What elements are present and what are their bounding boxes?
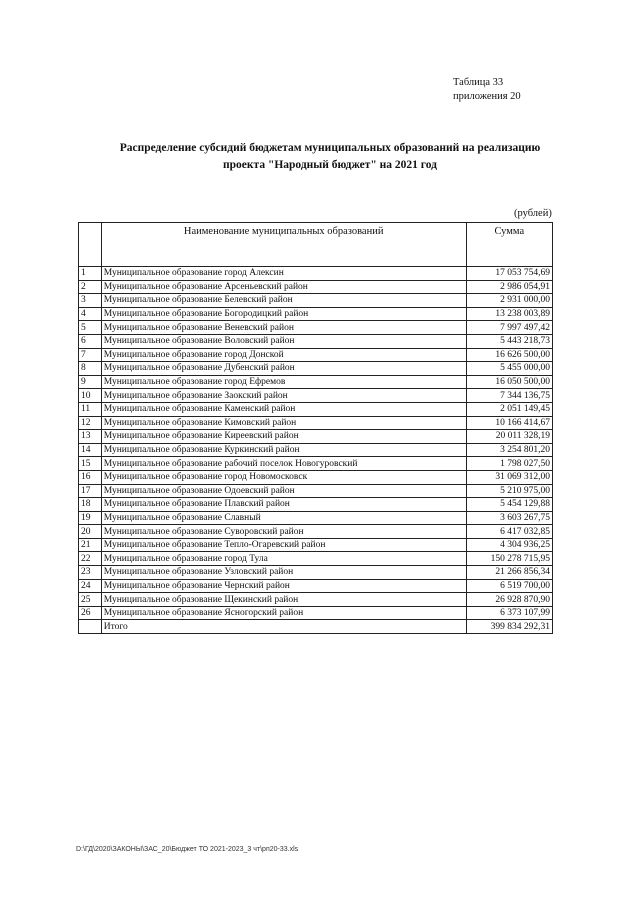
row-sum: 31 069 312,00: [466, 470, 552, 484]
row-number: 20: [79, 525, 102, 539]
table-body: [79, 267, 553, 634]
table-row: [79, 538, 553, 552]
row-sum: 26 928 870,90: [466, 593, 552, 607]
table-row: [79, 402, 553, 416]
document-title: [60, 140, 600, 174]
row-municipality-name: Муниципальное образование рабочий поселок Новогуровский: [101, 457, 466, 471]
row-number: 19: [79, 511, 102, 525]
row-municipality-name: Муниципальное образование Воловский район: [101, 334, 466, 348]
annex-reference: [453, 76, 521, 104]
row-number: 17: [79, 484, 102, 498]
row-municipality-name: Муниципальное образование Ясногорский район: [101, 606, 466, 620]
row-sum: 3 254 801,20: [466, 443, 552, 457]
table-row: [79, 280, 553, 294]
table-row: [79, 511, 553, 525]
table-row: [79, 443, 553, 457]
row-sum: 17 053 754,69: [466, 267, 552, 281]
row-sum: 10 166 414,67: [466, 416, 552, 430]
row-number: 21: [79, 538, 102, 552]
row-municipality-name: Муниципальное образование город Тула: [101, 552, 466, 566]
row-number: 12: [79, 416, 102, 430]
row-sum: 2 986 054,91: [466, 280, 552, 294]
row-municipality-name: Муниципальное образование Веневский район: [101, 321, 466, 335]
row-municipality-name: Муниципальное образование город Новомосковск: [101, 470, 466, 484]
row-number: 25: [79, 593, 102, 607]
table-row: [79, 484, 553, 498]
header-municipality-name: Наименование муниципальных образований: [101, 223, 466, 267]
row-sum: 5 210 975,00: [466, 484, 552, 498]
units-label: (рублей): [514, 208, 552, 219]
table-row: [79, 525, 553, 539]
row-number: 10: [79, 389, 102, 403]
table-row: [79, 430, 553, 444]
row-number: 7: [79, 348, 102, 362]
row-number: 2: [79, 280, 102, 294]
row-municipality-name: Муниципальное образование Тепло-Огаревский район: [101, 538, 466, 552]
row-sum: 2 931 000,00: [466, 294, 552, 308]
document-title-line-2: проекта "Народный бюджет" на 2021 год: [223, 159, 437, 171]
row-sum: 1 798 027,50: [466, 457, 552, 471]
table-row: [79, 362, 553, 376]
table-row: [79, 606, 553, 620]
row-municipality-name: Муниципальное образование Кимовский район: [101, 416, 466, 430]
table-row: [79, 321, 553, 335]
row-municipality-name: Муниципальное образование Щекинский район: [101, 593, 466, 607]
row-number: 26: [79, 606, 102, 620]
row-number: 3: [79, 294, 102, 308]
total-number: [79, 620, 102, 634]
table-row: [79, 552, 553, 566]
table-row: [79, 566, 553, 580]
table-row: [79, 470, 553, 484]
total-sum: 399 834 292,31: [466, 620, 552, 634]
row-sum: 7 997 497,42: [466, 321, 552, 335]
row-municipality-name: Муниципальное образование Одоевский район: [101, 484, 466, 498]
row-municipality-name: Муниципальное образование Арсеньевский район: [101, 280, 466, 294]
row-number: 13: [79, 430, 102, 444]
row-sum: 6 417 032,85: [466, 525, 552, 539]
row-number: 23: [79, 566, 102, 580]
row-municipality-name: Муниципальное образование Киреевский район: [101, 430, 466, 444]
row-number: 6: [79, 334, 102, 348]
row-number: 11: [79, 402, 102, 416]
header-number: [79, 223, 102, 267]
row-sum: 2 051 149,45: [466, 402, 552, 416]
table-row: [79, 294, 553, 308]
total-label: Итого: [101, 620, 466, 634]
subsidy-distribution-table: [78, 222, 553, 634]
header-sum: Сумма: [466, 223, 552, 267]
table-row: [79, 498, 553, 512]
file-path-footer: D:\ГД\2020\ЗАКОНЫ\ЗАС_20\Бюджет ТО 2021-2023_3 чт\рп20-33.xls: [76, 846, 299, 853]
table-row: [79, 307, 553, 321]
row-municipality-name: Муниципальное образование Узловский район: [101, 566, 466, 580]
row-municipality-name: Муниципальное образование Плавский район: [101, 498, 466, 512]
table-row: [79, 579, 553, 593]
row-number: 5: [79, 321, 102, 335]
row-municipality-name: Муниципальное образование Суворовский район: [101, 525, 466, 539]
row-number: 9: [79, 375, 102, 389]
row-sum: 6 373 107,99: [466, 606, 552, 620]
row-sum: 16 050 500,00: [466, 375, 552, 389]
row-sum: 20 011 328,19: [466, 430, 552, 444]
row-sum: 5 454 129,88: [466, 498, 552, 512]
table-row: [79, 348, 553, 362]
table-row: [79, 267, 553, 281]
table-header-row: [79, 223, 553, 267]
row-municipality-name: Муниципальное образование Каменский район: [101, 402, 466, 416]
row-municipality-name: Муниципальное образование Белевский район: [101, 294, 466, 308]
row-municipality-name: Муниципальное образование Чернский район: [101, 579, 466, 593]
table-row: [79, 593, 553, 607]
row-sum: 7 344 136,75: [466, 389, 552, 403]
document-title-line-1: Распределение субсидий бюджетам муниципальных образований на реализацию: [119, 142, 541, 154]
row-number: 18: [79, 498, 102, 512]
row-sum: 13 238 003,89: [466, 307, 552, 321]
table-row: [79, 375, 553, 389]
row-sum: 150 278 715,95: [466, 552, 552, 566]
row-number: 1: [79, 267, 102, 281]
row-municipality-name: Муниципальное образование город Алексин: [101, 267, 466, 281]
row-number: 4: [79, 307, 102, 321]
row-sum: 21 266 856,34: [466, 566, 552, 580]
row-municipality-name: Муниципальное образование Богородицкий район: [101, 307, 466, 321]
row-sum: 3 603 267,75: [466, 511, 552, 525]
table-row: [79, 334, 553, 348]
row-municipality-name: Муниципальное образование Славный: [101, 511, 466, 525]
row-number: 24: [79, 579, 102, 593]
row-municipality-name: Муниципальное образование Заокский район: [101, 389, 466, 403]
annex-table-number: Таблица 33: [453, 77, 504, 88]
row-number: 16: [79, 470, 102, 484]
table-row: [79, 389, 553, 403]
row-sum: 5 443 218,73: [466, 334, 552, 348]
table-row: [79, 416, 553, 430]
row-number: 14: [79, 443, 102, 457]
row-municipality-name: Муниципальное образование Куркинский район: [101, 443, 466, 457]
row-sum: 6 519 700,00: [466, 579, 552, 593]
table-row: [79, 457, 553, 471]
row-number: 22: [79, 552, 102, 566]
row-sum: 16 626 500,00: [466, 348, 552, 362]
row-municipality-name: Муниципальное образование город Ефремов: [101, 375, 466, 389]
row-municipality-name: Муниципальное образование город Донской: [101, 348, 466, 362]
row-municipality-name: Муниципальное образование Дубенский район: [101, 362, 466, 376]
table-total-row: [79, 620, 553, 634]
row-number: 15: [79, 457, 102, 471]
row-sum: 5 455 000,00: [466, 362, 552, 376]
annex-appendix-number: приложения 20: [453, 91, 521, 102]
row-sum: 4 304 936,25: [466, 538, 552, 552]
row-number: 8: [79, 362, 102, 376]
